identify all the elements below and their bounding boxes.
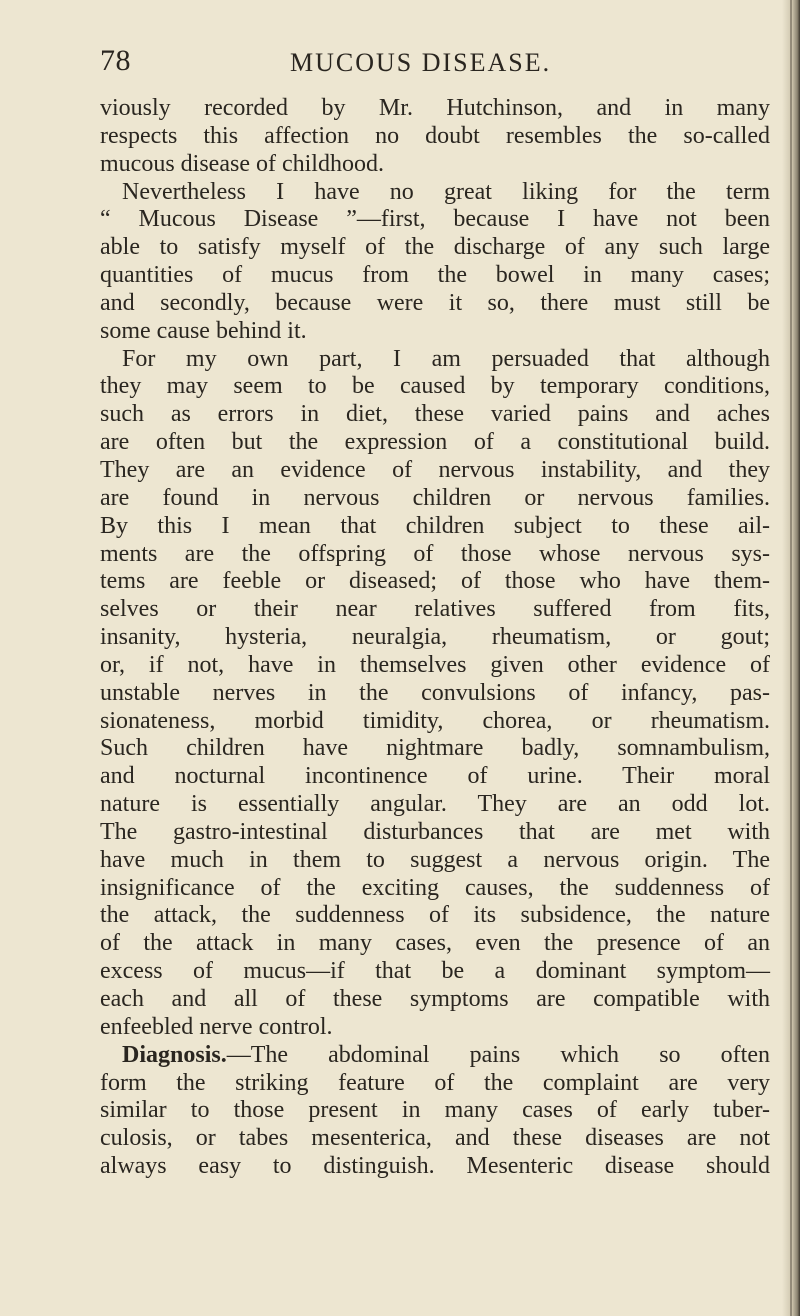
text-line: insignificance of the exciting causes, the suddenness of (100, 874, 770, 901)
text-line: form the striking feature of the complaint are very (100, 1069, 770, 1096)
text-line: of the attack in many cases, even the presence of an (100, 930, 770, 957)
text-line: mucous disease of childhood. (100, 150, 384, 177)
text-line: “ Mucous Disease ”—first, because I have not been (100, 206, 770, 233)
diagnosis-paragraph-start (100, 1042, 770, 1070)
text-line: or, if not, have in themselves given other evidence of (100, 651, 770, 678)
text-line: they may seem to be caused by temporary conditions, (100, 373, 770, 400)
text-line: For my own part, I am persuaded that although (122, 345, 770, 372)
text-line: Nevertheless I have no great liking for the term (122, 178, 770, 205)
text-line: enfeebled nerve control. (100, 1013, 333, 1040)
text-line: nature is essentially angular. They are an odd lot. (100, 791, 770, 818)
diagnosis-heading: Diagnosis. (122, 1041, 227, 1068)
text-line: unstable nerves in the convulsions of infancy, pas- (100, 679, 770, 706)
text-line: culosis, or tabes mesenterica, and these diseases are not (100, 1125, 770, 1152)
text-line: some cause behind it. (100, 317, 307, 344)
text-line: Such children have nightmare badly, somnambulism, (100, 735, 770, 762)
text-line: quantities of mucus from the bowel in many cases; (100, 262, 770, 289)
text-line: selves or their near relatives suffered from fits, (100, 596, 770, 623)
text-line: have much in them to suggest a nervous origin. The (100, 846, 770, 873)
page-binding-edge (790, 0, 792, 1316)
text-line: respects this affection no doubt resembles the so-called (100, 122, 770, 149)
text-line: The gastro-intestinal disturbances that are met with (100, 818, 770, 845)
text-line: able to satisfy myself of the discharge of any such large (100, 234, 770, 261)
text-line: sionateness, morbid timidity, chorea, or rheumatism. (100, 707, 770, 734)
text-line: insanity, hysteria, neuralgia, rheumatism, or gout; (100, 624, 770, 651)
text-line: the attack, the suddenness of its subsidence, the nature (100, 902, 770, 929)
text-line: tems are feeble or diseased; of those who have them- (100, 568, 770, 595)
diagnosis-first-line: —The abdominal pains which so often (226, 1041, 770, 1068)
text-line: are often but the expression of a constitutional build. (100, 429, 770, 456)
text-line: and secondly, because were it so, there must still be (100, 289, 770, 316)
text-line: excess of mucus—if that be a dominant symptom— (100, 958, 770, 985)
text-line: such as errors in diet, these varied pains and aches (100, 401, 770, 428)
page-header (100, 44, 770, 84)
text-line: and nocturnal incontinence of urine. Their moral (100, 763, 770, 790)
text-line: are found in nervous children or nervous families. (100, 484, 770, 511)
text-line: similar to those present in many cases of early tuber- (100, 1097, 770, 1124)
body-text (100, 95, 770, 1181)
text-line: viously recorded by Mr. Hutchinson, and in many (100, 95, 770, 121)
text-line: always easy to distinguish. Mesenteric disease should (100, 1153, 770, 1180)
text-line: each and all of these symptoms are compatible with (100, 986, 770, 1012)
running-head: MUCOUS DISEASE. (290, 48, 552, 77)
text-line: By this I mean that children subject to these ail- (100, 512, 770, 539)
text-line: They are an evidence of nervous instability, and they (100, 456, 770, 483)
text-line: ments are the offspring of those whose nervous sys- (100, 540, 770, 567)
page-number: 78 (100, 44, 131, 77)
